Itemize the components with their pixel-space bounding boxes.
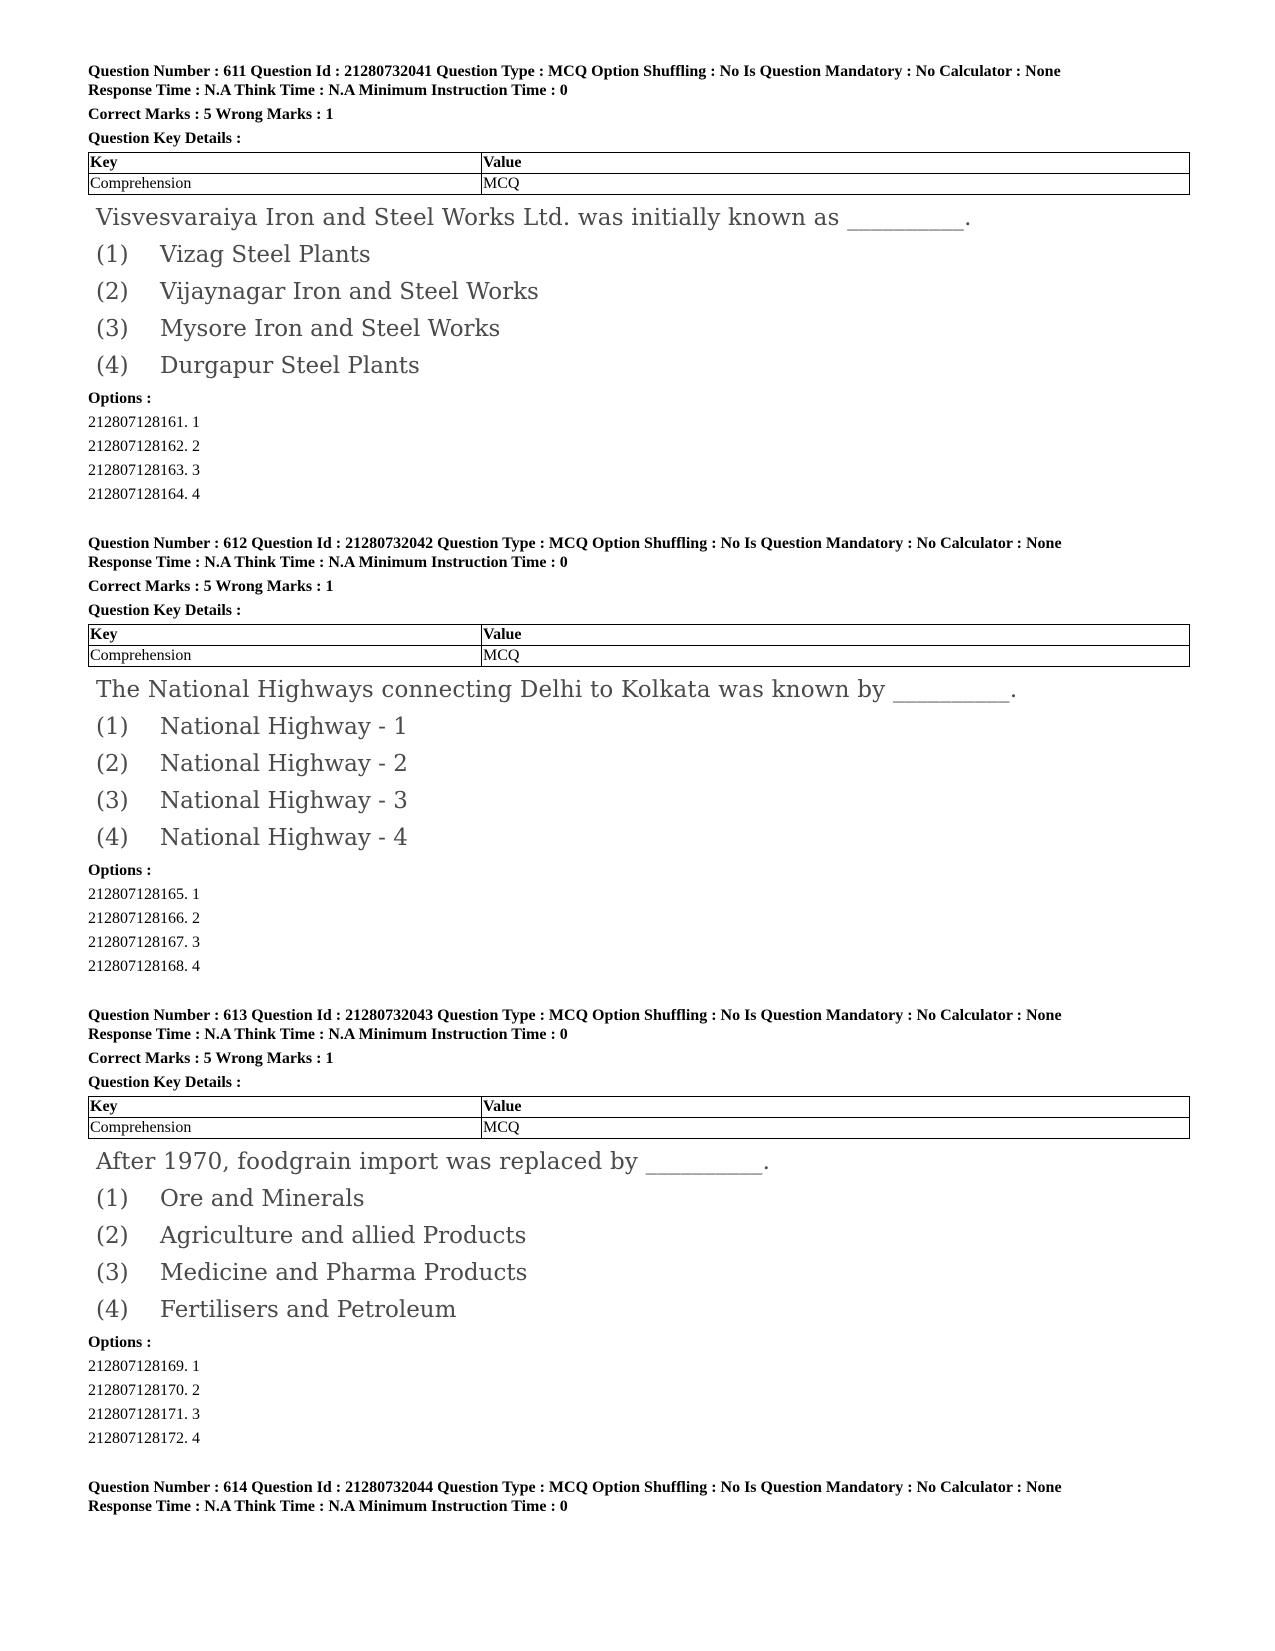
- option-id: 212807128169. 1: [88, 1358, 200, 1375]
- value-cell: MCQ: [482, 646, 1190, 667]
- choice-2: [96, 1218, 1190, 1255]
- choice-text: Ore and Minerals: [160, 1186, 365, 1212]
- key-header: Key: [89, 1097, 482, 1118]
- choice-text: Fertilisers and Petroleum: [160, 1297, 457, 1323]
- key-cell: Comprehension: [89, 646, 482, 667]
- key-cell: Comprehension: [89, 174, 482, 195]
- choice-text: National Highway - 4: [160, 825, 408, 851]
- question-image: [96, 673, 1190, 857]
- question-block-611: [88, 62, 1190, 507]
- choice-text: Agriculture and allied Products: [160, 1223, 527, 1249]
- value-header: Value: [482, 1097, 1190, 1118]
- option-id: 212807128166. 2: [88, 910, 200, 927]
- choice-text: National Highway - 3: [160, 788, 408, 814]
- choice-number: (3): [96, 316, 129, 342]
- key-details-label: Question Key Details :: [88, 1074, 242, 1091]
- option-id: 212807128161. 1: [88, 414, 200, 431]
- choice-text: National Highway - 2: [160, 751, 408, 777]
- choice-number: (3): [96, 1260, 129, 1286]
- question-meta-line-1: Question Number : 612 Question Id : 21280732042 Question Type : MCQ Option Shuffling : No Is Question Mandatory : No Calculator : None: [88, 535, 1062, 552]
- option-id-list: [88, 1355, 1190, 1451]
- choice-4: [96, 820, 1190, 857]
- choice-1: [96, 709, 1190, 746]
- choice-number: (2): [96, 751, 129, 777]
- choice-3: [96, 1255, 1190, 1292]
- option-id: 212807128163. 3: [88, 462, 200, 479]
- question-meta-line-2: Response Time : N.A Think Time : N.A Minimum Instruction Time : 0: [88, 1026, 568, 1043]
- option-id: 212807128171. 3: [88, 1406, 200, 1423]
- key-header: Key: [89, 625, 482, 646]
- choice-1: [96, 1181, 1190, 1218]
- table-header-row: [89, 153, 1190, 174]
- options-label: Options :: [88, 1334, 152, 1351]
- question-meta-line-2: Response Time : N.A Think Time : N.A Minimum Instruction Time : 0: [88, 1498, 568, 1515]
- value-header: Value: [482, 153, 1190, 174]
- option-id: 212807128170. 2: [88, 1382, 200, 1399]
- value-cell: MCQ: [482, 174, 1190, 195]
- question-meta-line-1: Question Number : 611 Question Id : 21280732041 Question Type : MCQ Option Shuffling : No Is Question Mandatory : No Calculator : None: [88, 63, 1061, 80]
- option-id-list: [88, 411, 1190, 507]
- question-image: [96, 201, 1190, 385]
- choice-text: National Highway - 1: [160, 714, 408, 740]
- key-details-table: [88, 1096, 1190, 1139]
- option-id: 212807128167. 3: [88, 934, 200, 951]
- choice-number: (1): [96, 714, 129, 740]
- option-id: 212807128168. 4: [88, 958, 200, 975]
- question-text: Visvesvaraiya Iron and Steel Works Ltd. was initially known as __________.: [96, 205, 972, 231]
- question-block-613: [88, 1006, 1190, 1451]
- option-id: 212807128162. 2: [88, 438, 200, 455]
- choice-number: (4): [96, 353, 129, 379]
- table-row: [89, 174, 1190, 195]
- choice-3: [96, 783, 1190, 820]
- choice-number: (4): [96, 825, 129, 851]
- value-cell: MCQ: [482, 1118, 1190, 1139]
- question-block-614: [88, 1478, 1190, 1516]
- choice-number: (3): [96, 788, 129, 814]
- key-cell: Comprehension: [89, 1118, 482, 1139]
- question-meta-line-1: Question Number : 614 Question Id : 21280732044 Question Type : MCQ Option Shuffling : No Is Question Mandatory : No Calculator : None: [88, 1479, 1062, 1496]
- question-meta-line-2: Response Time : N.A Think Time : N.A Minimum Instruction Time : 0: [88, 554, 568, 571]
- question-text: The National Highways connecting Delhi to Kolkata was known by __________.: [96, 677, 1018, 703]
- choice-2: [96, 274, 1190, 311]
- key-details-table: [88, 152, 1190, 195]
- choice-4: [96, 1292, 1190, 1329]
- table-header-row: [89, 1097, 1190, 1118]
- question-marks: Correct Marks : 5 Wrong Marks : 1: [88, 1050, 334, 1067]
- question-image: [96, 1145, 1190, 1329]
- key-details-table: [88, 624, 1190, 667]
- key-details-label: Question Key Details :: [88, 602, 242, 619]
- option-id-list: [88, 883, 1190, 979]
- choice-2: [96, 746, 1190, 783]
- option-id: 212807128172. 4: [88, 1430, 200, 1447]
- choice-text: Medicine and Pharma Products: [160, 1260, 528, 1286]
- option-id: 212807128165. 1: [88, 886, 200, 903]
- question-block-612: [88, 534, 1190, 979]
- choice-number: (2): [96, 279, 129, 305]
- table-row: [89, 646, 1190, 667]
- choice-1: [96, 237, 1190, 274]
- choice-text: Mysore Iron and Steel Works: [160, 316, 501, 342]
- option-id: 212807128164. 4: [88, 486, 200, 503]
- choice-text: Vizag Steel Plants: [160, 242, 371, 268]
- choice-4: [96, 348, 1190, 385]
- key-details-label: Question Key Details :: [88, 130, 242, 147]
- choice-number: (4): [96, 1297, 129, 1323]
- key-header: Key: [89, 153, 482, 174]
- question-meta-line-1: Question Number : 613 Question Id : 21280732043 Question Type : MCQ Option Shuffling : No Is Question Mandatory : No Calculator : None: [88, 1007, 1062, 1024]
- choice-number: (1): [96, 1186, 129, 1212]
- value-header: Value: [482, 625, 1190, 646]
- options-label: Options :: [88, 390, 152, 407]
- options-label: Options :: [88, 862, 152, 879]
- choice-3: [96, 311, 1190, 348]
- table-row: [89, 1118, 1190, 1139]
- question-meta-line-2: Response Time : N.A Think Time : N.A Minimum Instruction Time : 0: [88, 82, 568, 99]
- question-marks: Correct Marks : 5 Wrong Marks : 1: [88, 578, 334, 595]
- table-header-row: [89, 625, 1190, 646]
- choice-text: Vijaynagar Iron and Steel Works: [160, 279, 539, 305]
- choice-number: (2): [96, 1223, 129, 1249]
- choice-number: (1): [96, 242, 129, 268]
- choice-text: Durgapur Steel Plants: [160, 353, 420, 379]
- question-text: After 1970, foodgrain import was replaced by __________.: [96, 1149, 771, 1175]
- question-marks: Correct Marks : 5 Wrong Marks : 1: [88, 106, 334, 123]
